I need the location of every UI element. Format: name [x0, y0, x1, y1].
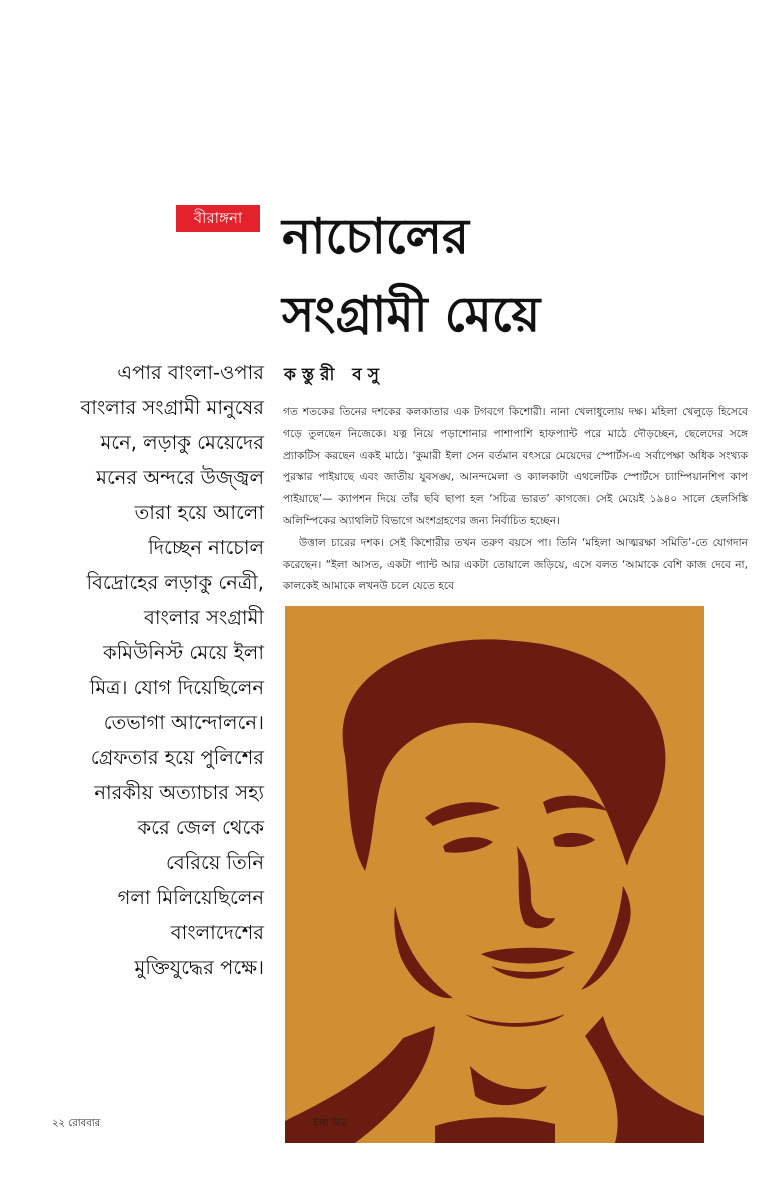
portrait-photo: [285, 606, 704, 1143]
byline: কস্তুরী বসু: [284, 365, 385, 385]
deck-line: করে জেল থেকে: [137, 816, 264, 839]
deck-line: কমিউনিস্ট মেয়ে ইলা: [103, 641, 264, 664]
deck-line: বিদ্রোহের লড়াকু নেত্রী,: [86, 571, 264, 594]
deck-line: তেভাগা আন্দোলনে।: [103, 711, 264, 734]
section-tag: বীরাঙ্গনা: [176, 205, 260, 232]
article-body: [283, 402, 748, 594]
deck-pullquote: [52, 355, 264, 985]
deck-line: মনের অন্দরে উজ্জ্বল: [96, 466, 264, 489]
headline-line-2: সংগ্রামী মেয়ে: [282, 286, 541, 343]
body-paragraph: গত শতকের তিনের দশকের কলকাতার এক টগবগে কিশোরী। নানা খেলাধুলোয় দক্ষ। মহিলা খেলুড়ে হিসেবে গড়ে তুলছেন নিজেকে। যত্ন নিয়ে পড়াশোনার পাশাপাশি হাফপ্যান্ট পরে মাঠে দৌড়চ্ছেন, ছেলেদের সঙ্গে প্র্যাকটিস করছেন একই মাঠে। ‘কুমারী ইলা সেন বর্তমান বৎসরে মেয়েদের স্পোর্টস-এ সর্বাপেক্ষা অধিক সংখ্যক পুরস্কার পাইয়াছে এবং জাতীয় যুবসঙ্ঘ, আনন্দমেলা ও ক্যালকাটা এথলেটিক স্পোর্টসে চ্যাম্পিয়ানশিপ কাপ পাইয়াছে’— ক্যাপশন দিয়ে তাঁর ছবি ছাপা হল ‘সচিত্র ভারত’ কাগজে। সেই মেয়েই ১৯৪০ সালে হেলসিঙ্কি অলিম্পিকের অ্যাথলিট বিভাগে অংশগ্রহণের জন্য নির্বাচিত হচ্ছেন।: [283, 406, 748, 527]
deck-line: বাংলার সংগ্রামী মানুষের: [80, 396, 264, 419]
headline-line-1: নাচোলের: [282, 208, 469, 265]
deck-line: নারকীয় অত্যাচার সহ্য: [94, 781, 264, 804]
deck-line: দিচ্ছেন নাচোল: [148, 536, 264, 559]
deck-line: বাংলার সংগ্রামী: [144, 606, 264, 629]
deck-line: গ্রেফতার হয়ে পুলিশের: [90, 746, 264, 769]
deck-line: মিত্র। যোগ দিয়েছিলেন: [89, 676, 264, 699]
deck-line: তারা হয়ে আলো: [134, 501, 264, 524]
portrait-illustration: [285, 606, 704, 1143]
deck-line: এপার বাংলা-ওপার: [117, 361, 264, 384]
page-folio: ২২ রোববার: [52, 1118, 101, 1129]
deck-line: বাংলাদেশের: [170, 921, 264, 944]
deck-line: গলা মিলিয়েছিলেন: [117, 886, 264, 909]
deck-line: মুক্তিযুদ্ধের পক্ষে।: [134, 956, 264, 979]
photo-caption: ইলা মিত্র: [313, 1118, 348, 1129]
body-paragraph: উত্তাল চারের দশক। সেই কিশোরীর তখন তরুণ বয়সে পা। তিনি ‘মহিলা আত্মরক্ষা সমিতি’-তে যোগদান করেছেন। “ইলা আসত, একটা প্যান্ট আর একটা তোয়ালে জড়িয়ে, এসে বলত ‘আমাকে বেশি কাজ দেবে না, কালকেই আমাকে লখনউ চলে যেতে হবে: [283, 536, 748, 593]
deck-line: বেরিয়ে তিনি: [165, 851, 264, 874]
deck-line: মনে, লড়াকু মেয়েদের: [100, 431, 264, 454]
headline: [282, 198, 762, 354]
